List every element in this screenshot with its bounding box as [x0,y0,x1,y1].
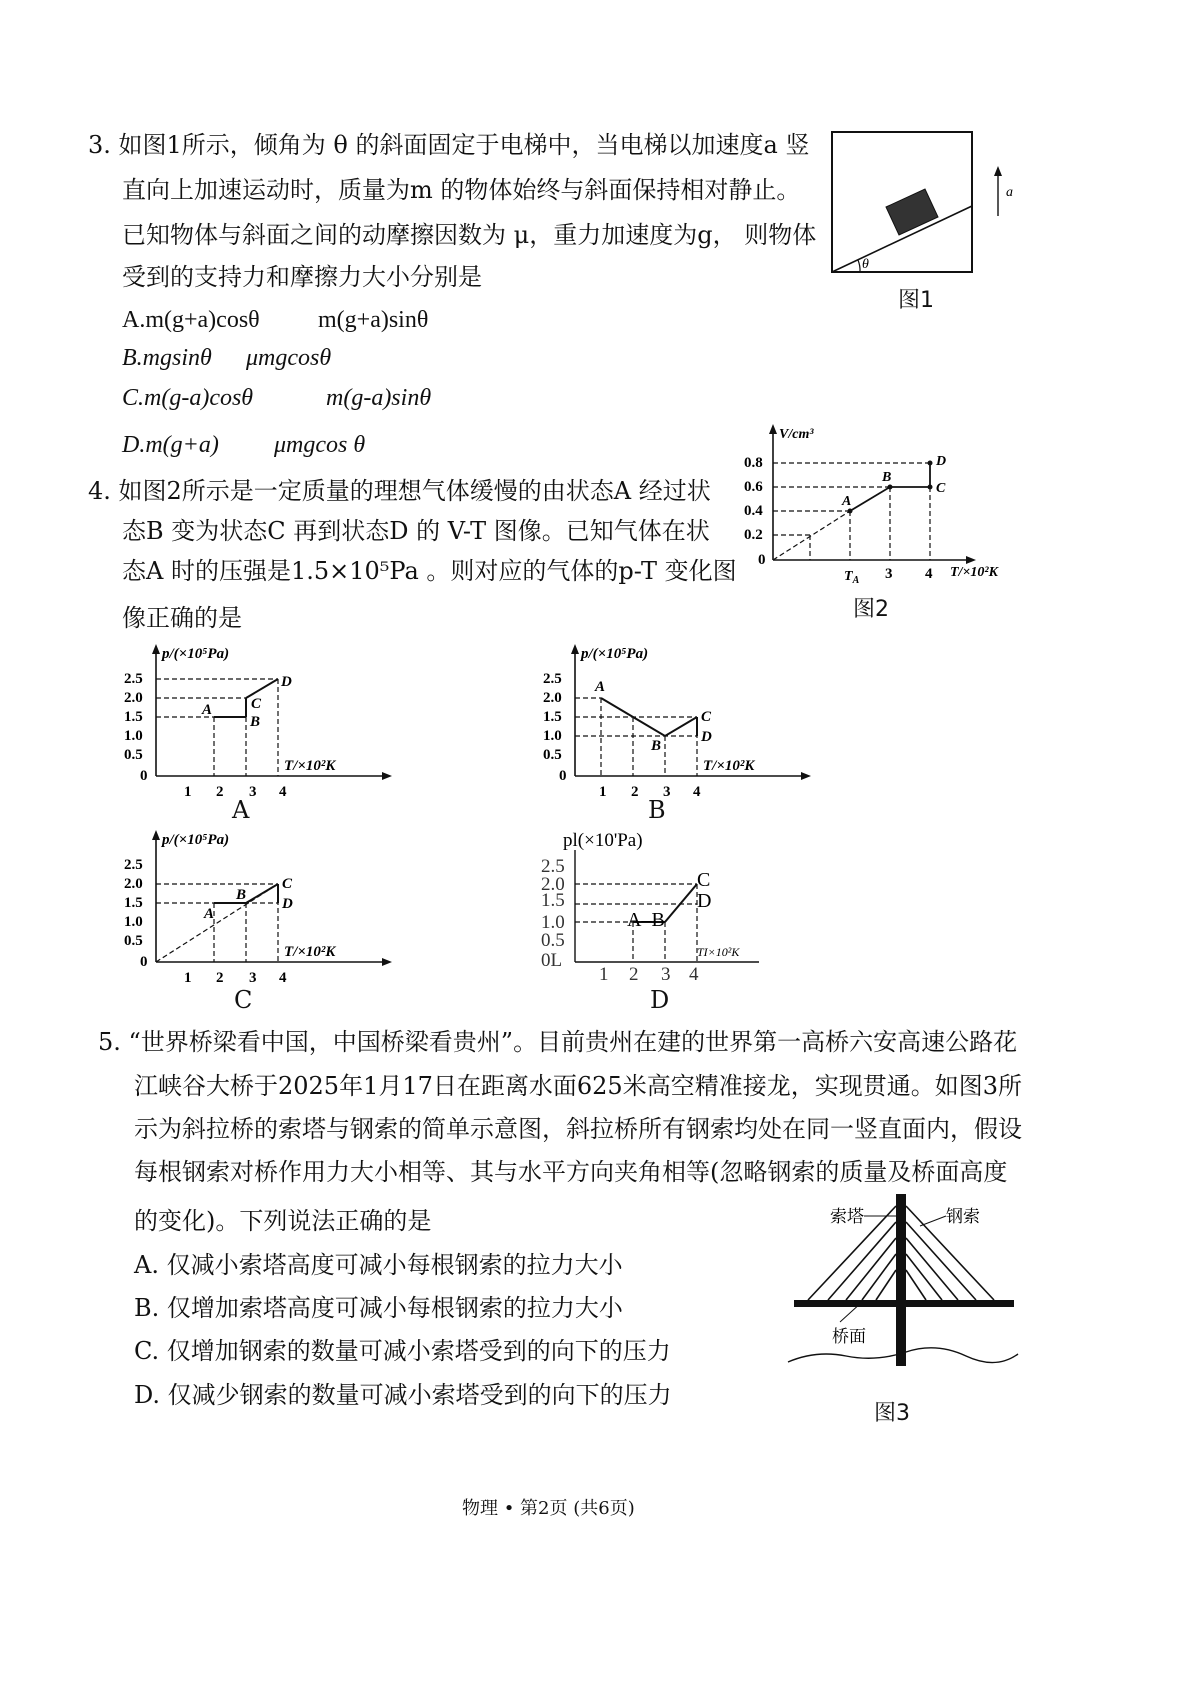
svg-text:2.5: 2.5 [541,856,565,877]
tower [896,1194,906,1366]
svg-text:0.5: 0.5 [541,930,565,951]
block [886,189,938,235]
label-d: D [936,454,947,469]
point-b [888,485,893,490]
cable-label: 钢索 [946,1207,980,1226]
svg-text:1.5: 1.5 [543,709,562,725]
xtick-3: 3 [885,566,893,582]
svg-text:B: B [250,714,261,730]
svg-text:D: D [697,890,712,912]
ylabel: p/(×10⁵Pa) [162,646,230,662]
svg-text:0.5: 0.5 [543,747,562,763]
acceleration-arrowhead [994,166,1002,176]
svg-text:1: 1 [184,970,192,986]
svg-text:A: A [204,906,215,922]
q3-line-3: 已知物体与斜面之间的动摩擦因数为 μ，重力加速度为g， 则物体 [122,221,817,249]
svg-text:0: 0 [559,768,567,784]
ytick-0: 0 [758,552,766,568]
figure-2-vt-graph [740,420,1030,590]
axis-t-label: T/×10²K [950,565,998,580]
q3-option-d-2: μmgcos θ [274,432,366,458]
ytick-0.6: 0.6 [744,479,763,495]
svg-text:B: B [651,738,662,754]
svg-text:2.5: 2.5 [124,671,143,687]
svg-text:0.5: 0.5 [124,933,143,949]
svg-text:0.5: 0.5 [124,747,143,763]
svg-text:4: 4 [693,784,701,800]
q5-option-b: B. 仅增加索塔高度可减小每根钢索的拉力大小 [134,1294,623,1322]
option-c-pt-graph [118,826,418,1006]
q5-line-4: 每根钢索对桥作用力大小相等、其与水平方向夹角相等(忽略钢索的质量及桥面高度 [134,1158,1008,1186]
svg-text:1.5: 1.5 [124,709,143,725]
q3-line-4: 受到的支持力和摩擦力大小分别是 [122,263,482,291]
svg-text:3: 3 [249,784,257,800]
svg-text:D: D [281,674,292,690]
svg-text:3: 3 [661,964,671,985]
svg-text:A–B: A–B [627,909,665,931]
option-c-label: C [234,986,253,1014]
svg-text:2.0: 2.0 [543,690,562,706]
svg-text:0: 0 [140,768,148,784]
svg-text:1: 1 [599,784,607,800]
svg-text:1.5: 1.5 [541,890,565,911]
svg-text:0: 0 [140,954,148,970]
ytick-0.8: 0.8 [744,455,763,471]
q5-option-a: A. 仅减小索塔高度可减小每根钢索的拉力大小 [134,1251,623,1279]
svg-text:2.5: 2.5 [124,857,143,873]
ylabel: p/(×10⁵Pa) [581,646,649,662]
svg-text:1.5: 1.5 [124,895,143,911]
ytick-0.2: 0.2 [744,527,763,543]
tower-label: 索塔 [830,1207,864,1226]
svg-text:A: A [202,702,213,718]
acceleration-label: a [1006,185,1013,200]
ytick-0.4: 0.4 [744,503,763,519]
q5-line-2: 江峡谷大桥于2025年1月17日在距离水面625米高空精准接龙，实现贯通。如图3所 [134,1072,1022,1100]
deck [794,1300,1014,1307]
q4-line-1: 4. 如图2所示是一定质量的理想气体缓慢的由状态A 经过状 [88,477,711,505]
svg-text:2: 2 [216,784,224,800]
svg-text:4: 4 [279,784,287,800]
label-c: C [936,481,946,496]
q5-option-c: C. 仅增加钢索的数量可减小索塔受到的向下的压力 [134,1337,671,1365]
svg-text:2.5: 2.5 [543,671,562,687]
svg-text:D: D [282,896,293,912]
svg-text:2: 2 [631,784,639,800]
q3-option-d-1: D.m(g+a) [122,432,219,458]
figure-1-incline [826,128,1026,278]
label-b: B [882,470,892,485]
q4-line-4: 像正确的是 [122,604,242,632]
q5-line-5: 的变化)。下列说法正确的是 [134,1207,432,1235]
svg-text:1.0: 1.0 [124,728,143,744]
figure-3-caption: 图3 [874,1401,910,1426]
svg-text:C: C [251,696,262,712]
ylabel: pl(×10'Pa) [563,830,643,851]
svg-text:2.0: 2.0 [124,876,143,892]
page-footer: 物理 • 第2页 (共6页) [462,1498,635,1519]
option-a-label: A [232,796,250,824]
svg-text:B: B [236,887,247,903]
xlabel: T/×10²K [284,944,336,960]
figure-3-bridge [786,1190,1022,1380]
ylabel: p/(×10⁵Pa) [162,832,230,848]
q5-option-d: D. 仅减少钢索的数量可减小索塔受到的向下的压力 [134,1381,672,1409]
q4-line-2: 态B 变为状态C 再到状态D 的 V-T 图像。已知气体在状 [122,517,710,545]
axis-v-label: V/cm³ [779,427,814,442]
svg-text:1.0: 1.0 [124,914,143,930]
svg-text:2: 2 [216,970,224,986]
svg-text:3: 3 [249,970,257,986]
xtick-ta: $T_A$ [844,569,860,586]
svg-text:C: C [697,869,711,891]
q3-option-b-2: μmgcosθ [246,345,332,371]
q3-option-a-1: A.m(g+a)cosθ [122,307,260,333]
svg-text:1.0: 1.0 [541,912,565,933]
svg-text:1: 1 [599,964,609,985]
svg-text:2.0: 2.0 [541,874,565,895]
option-d-label: D [650,986,670,1014]
option-a-pt-graph [118,640,418,820]
point-a [848,509,853,514]
svg-text:2: 2 [629,964,639,985]
figure-2-caption: 图2 [853,597,889,622]
svg-text:2.0: 2.0 [124,690,143,706]
svg-text:4: 4 [279,970,287,986]
option-b-pt-graph [537,640,837,820]
option-d-pt-graph [537,826,837,1006]
q3-option-b-1: B.mgsinθ [122,345,212,371]
angle-arc [858,260,860,272]
svg-text:3: 3 [663,784,671,800]
svg-text:1: 1 [184,784,192,800]
q3-option-c-2: m(g-a)sinθ [326,385,432,411]
svg-text:1.0: 1.0 [543,728,562,744]
q3-option-a-2: m(g+a)sinθ [318,307,429,333]
q5-line-1: 5. “世界桥梁看中国，中国桥梁看贵州”。目前贵州在建的世界第一高桥六安高速公路花 [98,1028,1018,1056]
svg-text:A: A [595,679,606,695]
option-b-label: B [648,796,666,824]
svg-text:C: C [701,709,712,725]
point-d [928,461,933,466]
axis-v-arrow [769,424,777,434]
q3-option-c-1: C.m(g-a)cosθ [122,385,254,411]
svg-text:4: 4 [689,964,699,985]
svg-text:0L: 0L [541,950,563,971]
xlabel: T/×10²K [284,758,336,774]
svg-text:C: C [282,876,293,892]
point-c [928,485,933,490]
figure-1-caption: 图1 [898,288,934,313]
q5-line-3: 示为斜拉桥的索塔与钢索的简单示意图，斜拉桥所有钢索均处在同一竖直面内，假设 [134,1115,1022,1143]
q3-line-2: 直向上加速运动时，质量为m 的物体始终与斜面保持相对静止。 [122,176,801,204]
xtick-4: 4 [925,566,933,582]
xlabel: TI×10²K [697,945,740,959]
deck-label: 桥面 [832,1327,866,1346]
q3-line-1: 3. 如图1所示，倾角为 θ 的斜面固定于电梯中，当电梯以加速度a 竖 [88,131,810,159]
angle-label: θ [862,257,869,272]
segment-ab [850,487,890,511]
axis-t-arrow [966,556,976,564]
label-a: A [842,494,852,509]
q4-line-3: 态A 时的压强是1.5×10⁵Pa 。则对应的气体的p-T 变化图 [122,557,737,585]
svg-text:D: D [701,729,712,745]
cable-pointer [920,1216,946,1226]
xlabel: T/×10²K [703,758,755,774]
